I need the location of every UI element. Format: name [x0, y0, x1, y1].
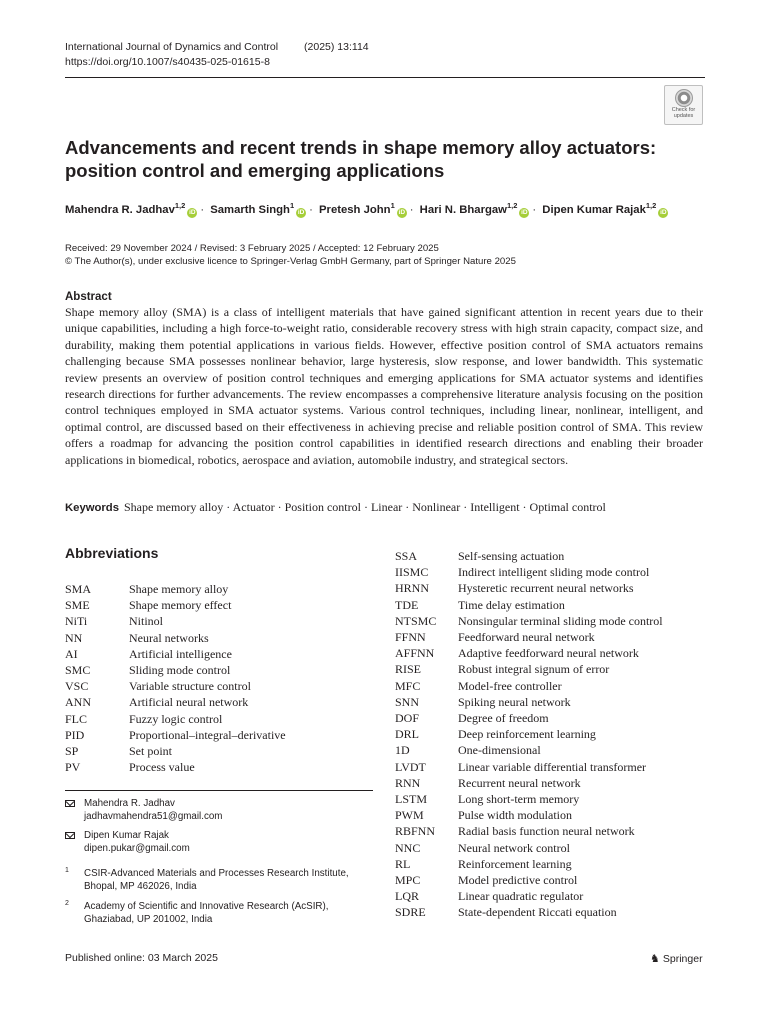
envelope-icon	[65, 832, 75, 839]
abbreviation-definition: Radial basis function neural network	[458, 824, 635, 839]
abbreviation-code: RBFNN	[395, 824, 436, 839]
abbreviation-definition: Adaptive feedforward neural network	[458, 646, 639, 661]
abbreviation-definition: Hysteretic recurrent neural networks	[458, 581, 634, 596]
title-line-1: Advancements and recent trends in shape memory alloy actuators:	[65, 137, 657, 158]
abbreviation-definition: Artificial intelligence	[129, 646, 232, 661]
dates-line: Received: 29 November 2024 / Revised: 3 February 2025 / Accepted: 12 February 2025	[65, 243, 439, 254]
abbreviation-code: MPC	[395, 873, 421, 887]
abbreviation-definition: Artificial neural network	[129, 695, 249, 710]
springer-horse-icon: ♞	[650, 953, 660, 965]
abbreviation-code: SP	[65, 744, 79, 758]
abbreviation-definition: Sliding mode control	[129, 663, 231, 677]
abbreviation-definition: Shape memory alloy	[129, 582, 229, 596]
abbreviation-definition: Pulse width modulation	[458, 808, 572, 823]
abbreviation-code: RNN	[395, 775, 421, 790]
abbreviation-code: NNC	[395, 840, 421, 855]
abbreviation-definition: Proportional–integral–derivative	[129, 727, 286, 742]
orcid-icon[interactable]: iD	[660, 209, 667, 216]
contact-email[interactable]: dipen.pukar@gmail.com	[84, 842, 190, 854]
abbreviation-definition: Time delay estimation	[458, 597, 565, 612]
abstract-body: Shape memory alloy (SMA) is a class of intelligent materials that have gained significant attention in recent years due to their unique capabilities, including a high force-to-weight ratio, considerable recovery stress with high strain capacity, compact size, and durability, making them potential applications in various fields. However, effective position control of SMA actuators remains challenging because SMA possesses nonlinear behavior, large hysteresis, slow response, and lower bandwidth. This systematic review presents an overview of position control techniques and emerging applications for SMA actuator systems and identifies research directions for further advancements. The review encompasses a comprehensive literature analysis focusing on the position control techniques employed in SMA actuator systems. Various control techniques, including linear, nonlinear, intelligent, and optimal control, are discussed based on their effectiveness in achieving precise and reliable position control of SMA. This review offers a roadmap for advancing the position control capabilities in identified research directions and enabling their broader applications in biomedical, robotics, aerospace and aviation, automobile industry, and strategical sectors.	[65, 305, 703, 467]
contact-email[interactable]: jadhavmahendra51@gmail.com	[84, 810, 223, 822]
abbreviation-code: RL	[395, 856, 411, 871]
publisher-logo	[650, 952, 703, 965]
affiliation-line: Academy of Scientific and Innovative Research (AcSIR),	[84, 901, 329, 912]
orcid-icon[interactable]: iD	[189, 209, 196, 216]
contact-name: Mahendra R. Jadhav	[84, 798, 175, 809]
journal-volume: (2025) 13:114	[304, 41, 369, 53]
abbreviation-code: LQR	[395, 889, 419, 904]
contact-name: Dipen Kumar Rajak	[84, 830, 169, 841]
abbreviation-definition: Spiking neural network	[458, 694, 571, 709]
abbreviation-code: VSC	[65, 679, 89, 694]
abbreviation-definition: Indirect intelligent sliding mode control	[458, 565, 650, 580]
abbreviations-heading: Abbreviations	[65, 545, 159, 561]
author-name: Mahendra R. Jadhav	[65, 204, 175, 216]
abstract-heading: Abstract	[65, 291, 112, 303]
abbreviation-definition: Set point	[129, 744, 173, 758]
published-date: Published online: 03 March 2025	[65, 952, 218, 964]
abbreviation-code: NTSMC	[395, 613, 437, 628]
orcid-icon[interactable]: iD	[297, 209, 305, 216]
abbreviation-definition: Self-sensing actuation	[458, 549, 565, 563]
journal-name: International Journal of Dynamics and Control	[65, 41, 279, 53]
title-line-2: position control and emerging applications	[65, 160, 445, 181]
check-for-updates-badge[interactable]	[664, 85, 703, 125]
abbreviation-definition: Recurrent neural network	[458, 775, 581, 790]
badge-label: Check for updates	[671, 107, 696, 119]
abbreviation-definition: Fuzzy logic control	[129, 711, 223, 726]
author-affiliation-mark: 1,2	[174, 201, 186, 210]
abbreviation-definition: Robust integral signum of error	[458, 662, 610, 677]
abbreviation-code: LSTM	[395, 792, 428, 806]
journal-header	[65, 41, 369, 53]
affiliation-line: CSIR-Advanced Materials and Processes Research Institute,	[84, 868, 349, 879]
abbreviation-definition: Reinforcement learning	[458, 856, 572, 871]
author-name: Hari N. Bhargaw	[419, 204, 507, 216]
abbreviation-definition: Linear quadratic regulator	[458, 889, 584, 904]
author-affiliation-mark: 1,2	[645, 201, 657, 210]
keywords	[65, 500, 606, 515]
abbreviation-definition: Model predictive control	[458, 873, 578, 887]
abbreviation-definition: Shape memory effect	[129, 598, 232, 613]
abbreviation-definition: Degree of freedom	[458, 711, 549, 725]
keywords-label: Keywords	[65, 502, 119, 514]
orcid-icon[interactable]: iD	[521, 209, 528, 216]
keywords-list: Shape memory alloy · Actuator · Position control · Linear · Nonlinear · Intelligent · Optimal control	[124, 500, 606, 514]
affiliation-number: 1	[65, 867, 69, 874]
abbreviation-code: MFC	[395, 678, 421, 693]
copyright-line: © The Author(s), under exclusive licence to Springer-Verlag GmbH Germany, part of Springer Nature 2025	[65, 256, 516, 267]
check-for-updates-icon	[675, 89, 693, 107]
author-list: Mahendra R. Jadhav$^{1,2}$iD · Samarth Singh$^1$iD · Pretesh John$^1$iD · Hari N. Bhargaw$^{1,2}$iD · Dipen Kumar Rajak$^{1,2}$iD	[65, 201, 667, 216]
author-affiliation-mark: 1	[289, 201, 295, 210]
abbreviation-definition: Deep reinforcement learning	[458, 727, 596, 742]
abbreviation-code: 1D	[395, 743, 410, 758]
abbreviation-code: HRNN	[395, 581, 430, 596]
abbreviation-code: AFFNN	[395, 646, 435, 661]
abbreviation-definition: Process value	[129, 760, 195, 775]
abbreviation-definition: Neural networks	[129, 630, 209, 645]
affiliation-number: 2	[65, 900, 69, 907]
abbreviation-code: SME	[65, 598, 90, 613]
author-affiliation-mark: 1	[390, 201, 395, 210]
author-affiliation-mark: 1,2	[506, 201, 518, 210]
header-divider	[65, 77, 705, 78]
abbreviation-code: PWM	[395, 808, 424, 823]
abbreviation-definition: Linear variable differential transformer	[458, 759, 647, 774]
abbreviation-definition: Nonsingular terminal sliding mode control	[458, 613, 663, 628]
envelope-icon	[65, 800, 75, 807]
abbreviation-code: FLC	[65, 711, 88, 726]
abbreviation-definition: Feedforward neural network	[458, 630, 595, 644]
article-history	[65, 242, 516, 268]
abbreviation-definition: State-dependent Riccati equation	[458, 905, 617, 920]
abbreviation-code: SMA	[65, 582, 92, 596]
abbreviation-code: NN	[65, 630, 83, 645]
abbreviation-code: ANN	[65, 695, 91, 710]
abbreviation-definition: One-dimensional	[458, 743, 541, 758]
abbreviation-code: NiTi	[65, 614, 88, 629]
abbreviation-definition: Model-free controller	[458, 678, 562, 693]
doi-link[interactable]: https://doi.org/10.1007/s40435-025-01615-8	[65, 56, 270, 68]
abbreviation-definition: Nitinol	[129, 614, 164, 629]
publisher-name: Springer	[662, 953, 703, 965]
abbreviation-code: FFNN	[395, 630, 426, 644]
abbreviation-definition: Long short-term memory	[458, 792, 580, 806]
abbreviation-code: TDE	[395, 597, 419, 612]
abbreviation-code: SMC	[65, 663, 91, 677]
abbreviation-code: IISMC	[395, 565, 429, 580]
affiliation-line: Bhopal, MP 462026, India	[84, 880, 197, 892]
paper-title	[65, 136, 665, 182]
abbreviation-code: SDRE	[395, 905, 426, 920]
author-name: Samarth Singh	[210, 204, 290, 216]
abbreviation-code: AI	[65, 646, 78, 661]
abbreviation-code: PID	[65, 727, 85, 742]
footnote-divider	[65, 790, 373, 791]
author-name: Pretesh John	[319, 204, 391, 216]
abbreviation-code: DOF	[395, 711, 420, 725]
abbreviation-definition: Variable structure control	[129, 679, 251, 694]
orcid-icon[interactable]: iD	[398, 209, 406, 216]
abbreviation-code: LVDT	[395, 759, 426, 774]
abbreviation-code: DRL	[395, 727, 419, 742]
abbreviation-code: PV	[65, 760, 81, 775]
abbreviation-definition: Neural network control	[458, 840, 570, 855]
abbreviation-code: RISE	[395, 662, 422, 677]
abbreviation-code: SNN	[395, 694, 420, 709]
abbreviation-code: SSA	[395, 549, 418, 563]
author-name: Dipen Kumar Rajak	[542, 204, 646, 216]
affiliation-line: Ghaziabad, UP 201002, India	[84, 913, 213, 925]
